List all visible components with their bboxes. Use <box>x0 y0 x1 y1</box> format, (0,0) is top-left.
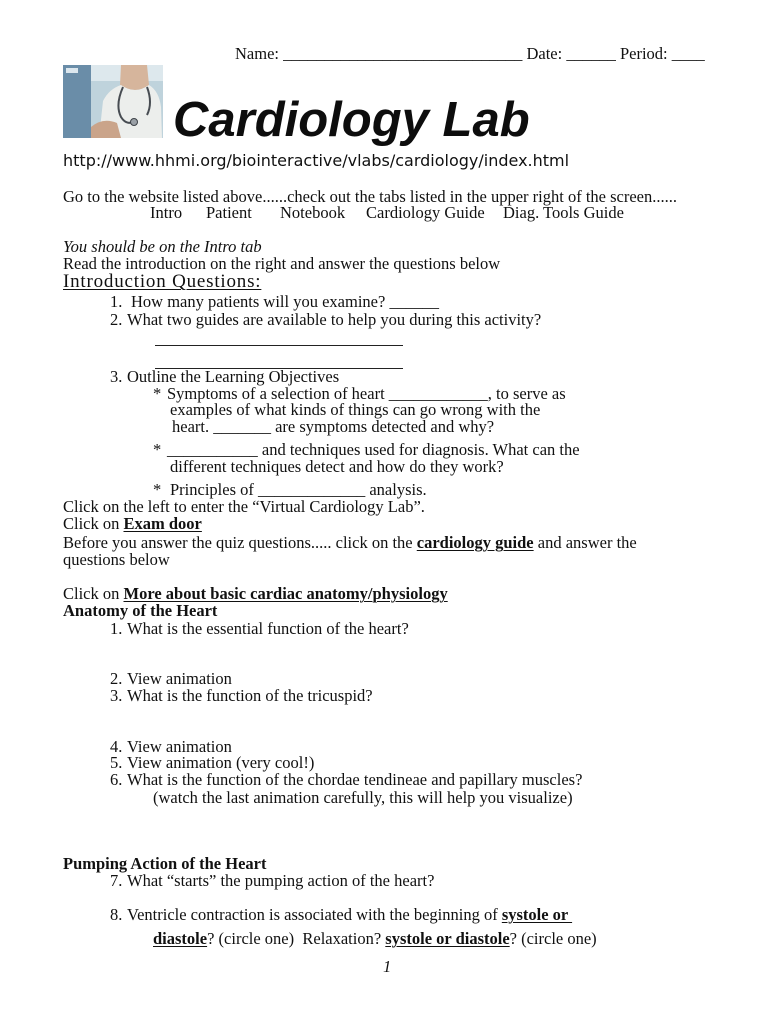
doctor-stethoscope-photo <box>63 65 163 138</box>
guide-instruction-continued: questions below <box>63 550 170 569</box>
question-number: 3. <box>110 367 123 386</box>
question-number: 1. <box>110 619 123 638</box>
tab-name-patient: Patient <box>206 203 252 222</box>
photo-panel-label <box>66 68 78 73</box>
question-text: ? (circle one) Relaxation? <box>207 929 386 948</box>
objective-3 <box>153 481 427 498</box>
question-text: View animation (very cool!) <box>127 753 315 772</box>
question-text: Outline the Learning Objectives <box>127 367 340 386</box>
intro-question-2 <box>110 311 541 328</box>
anatomy-item-2 <box>110 670 232 687</box>
page-number: 1 <box>383 957 392 976</box>
question-number: 6. <box>110 770 123 789</box>
instruction-text: Before you answer the quiz questions..... click on the <box>63 533 417 552</box>
tab-name-diag-tools-guide: Diag. Tools Guide <box>503 203 624 222</box>
photo-graphic <box>63 65 163 138</box>
photo-left-panel <box>63 65 91 138</box>
question-text: What is the essential function of the heart? <box>127 619 409 638</box>
anatomy-question-3 <box>110 687 373 704</box>
question-text: View animation <box>127 737 232 756</box>
cardiac-anatomy-link: More about basic cardiac anatomy/physiology <box>123 584 448 603</box>
cardiology-guide-link: cardiology guide <box>416 533 534 552</box>
name-date-period-line: Name: _____________________________ Date: ______ Period: ____ <box>235 44 705 63</box>
tab-name-notebook: Notebook <box>280 203 346 222</box>
pumping-heading: Pumping Action of the Heart <box>63 854 267 873</box>
instruction-text: Click on <box>63 514 124 533</box>
question-number: 3. <box>110 686 123 705</box>
page-title: Cardiology Lab <box>173 93 530 147</box>
intro-question-1 <box>110 293 439 310</box>
lab-entry-instruction: Click on the left to enter the “Virtual Cardiology Lab”. <box>63 497 425 516</box>
intro-question-3 <box>110 368 339 385</box>
question-text: Ventricle contraction is associated with the beginning of <box>127 905 502 924</box>
anatomy-note: (watch the last animation carefully, this will help you visualize) <box>153 788 573 807</box>
read-instruction: Read the introduction on the right and answer the questions below <box>63 254 501 273</box>
question-text: What is the function of the tricuspid? <box>127 686 373 705</box>
objective-1-continued: heart. _______ are symptoms detected and why? <box>172 417 495 436</box>
choice-systole-or: systole or <box>501 905 573 924</box>
photo-neck <box>120 65 149 90</box>
pumping-question-8 <box>110 906 572 923</box>
tab-name-cardiology-guide: Cardiology Guide <box>366 203 485 222</box>
choice-systole-or-diastole: systole or diastole <box>385 929 510 948</box>
instruction-text: Click on <box>63 584 124 603</box>
intro-tab-note: You should be on the Intro tab <box>63 237 262 256</box>
bullet-asterisk: * <box>153 480 162 499</box>
question-text: What is the function of the chordae tendineae and papillary muscles? <box>127 770 583 789</box>
objective-text: ___________ and techniques used for diagnosis. What can the <box>167 440 580 459</box>
guide-instruction <box>63 534 637 551</box>
website-instruction: Go to the website listed above......check out the tabs listed in the upper right of the screen...... <box>63 187 678 206</box>
objective-text: Symptoms of a selection of heart ____________, to serve as <box>167 384 566 403</box>
tab-name-intro: Intro <box>150 203 183 222</box>
pumping-question-8-continued <box>153 930 597 947</box>
exam-door-link: Exam door <box>123 514 202 533</box>
question-number: 2. <box>110 669 123 688</box>
question-number: 2. <box>110 310 123 329</box>
question-number: 5. <box>110 753 123 772</box>
introduction-questions-heading: Introduction Questions: <box>63 271 262 292</box>
instruction-text: and answer the <box>533 533 637 552</box>
photo-stethoscope-chestpiece <box>131 119 138 126</box>
question-text: What “starts” the pumping action of the heart? <box>127 871 435 890</box>
question-number: 1. <box>110 292 123 311</box>
lab-url-link[interactable]: http://www.hhmi.org/biointeractive/vlabs/cardiology/index.html <box>63 151 570 170</box>
anatomy-link-instruction <box>63 585 448 602</box>
objective-text: Principles of _____________ analysis. <box>170 480 427 499</box>
question-number: 4. <box>110 737 123 756</box>
choice-diastole: diastole <box>153 929 208 948</box>
objective-2 <box>153 441 580 458</box>
question-number: 8. <box>110 905 123 924</box>
exam-door-instruction <box>63 515 202 532</box>
pumping-question-7 <box>110 872 434 889</box>
answer-line <box>155 345 403 346</box>
anatomy-heading: Anatomy of the Heart <box>63 601 218 620</box>
question-text: View animation <box>127 669 232 688</box>
anatomy-question-6 <box>110 771 582 788</box>
question-text: How many patients will you examine? ______ <box>131 292 439 311</box>
anatomy-item-5 <box>110 754 314 771</box>
question-text: ? (circle one) <box>509 929 597 948</box>
bullet-asterisk: * <box>153 384 162 403</box>
bullet-asterisk: * <box>153 440 162 459</box>
question-text: What two guides are available to help you during this activity? <box>127 310 542 329</box>
question-number: 7. <box>110 871 123 890</box>
objective-1-continued: examples of what kinds of things can go wrong with the <box>170 400 541 419</box>
objective-2-continued: different techniques detect and how do they work? <box>170 457 504 476</box>
anatomy-question-1 <box>110 620 409 637</box>
